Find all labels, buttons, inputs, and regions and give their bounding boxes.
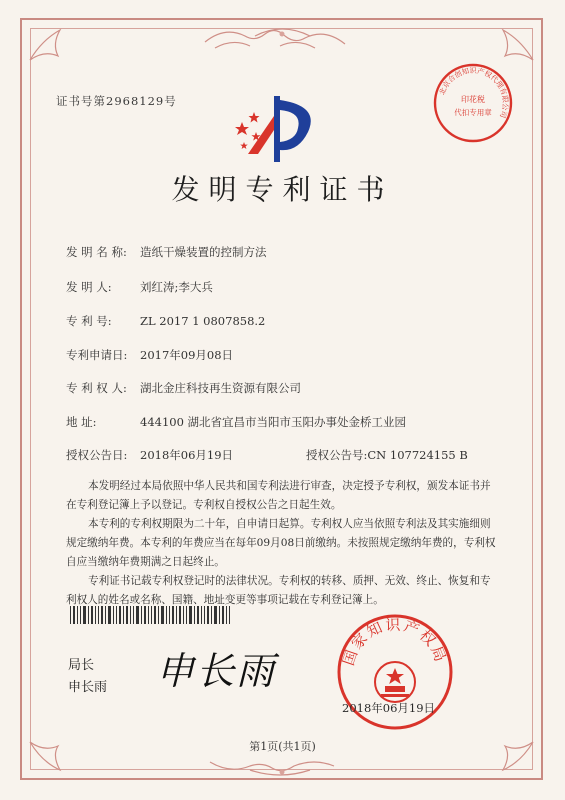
field-address xyxy=(66,414,406,430)
field-value: 2018年06月19日 xyxy=(140,448,234,462)
field-patent-number xyxy=(66,313,265,329)
field-invention-name xyxy=(66,244,267,260)
field-value: 湖北金庄科技再生资源有限公司 xyxy=(140,381,301,395)
seal-date: 2018年06月19日 xyxy=(342,701,436,715)
certificate-body xyxy=(66,477,498,610)
field-application-date xyxy=(66,347,233,363)
field-label: 授权公告号: xyxy=(306,448,368,462)
field-label: 专 利 号: xyxy=(66,314,112,328)
tax-seal-center-line-1: 印花税 xyxy=(461,95,485,104)
patent-office-logo-icon xyxy=(228,92,332,168)
field-inventor xyxy=(66,279,213,295)
certificate-number: 证书号第2968129号 xyxy=(56,94,177,108)
field-value: CN 107724155 B xyxy=(367,448,468,462)
tax-seal-stamp xyxy=(432,62,514,144)
field-label: 专 利 权 人: xyxy=(66,381,127,395)
field-label: 专利申请日: xyxy=(66,348,128,362)
field-patentee xyxy=(66,380,301,396)
certificate-title: 发明专利证书 xyxy=(171,173,394,206)
svg-text:申长雨: 申长雨 xyxy=(156,649,277,693)
field-value: 2017年09月08日 xyxy=(140,348,234,362)
big-seal-ring-text: 国家知识产权局 xyxy=(339,615,451,668)
field-label: 发 明 人: xyxy=(66,280,112,294)
barcode-icon xyxy=(70,606,230,624)
field-label: 授权公告日: xyxy=(66,448,128,462)
field-value: 刘红涛;李大兵 xyxy=(140,280,213,294)
page-number: 第1页(共1页) xyxy=(249,740,316,753)
field-label: 发 明 名 称: xyxy=(66,245,127,259)
director-name: 申长雨 xyxy=(68,680,108,695)
field-value: ZL 2017 1 0807858.2 xyxy=(140,314,266,328)
signature-block xyxy=(68,655,107,699)
tax-seal-ring-text: 北京合创知识产权代理有限公司 xyxy=(437,65,511,120)
director-title: 局长 xyxy=(68,658,95,673)
field-value: 造纸干燥装置的控制方法 xyxy=(140,245,267,259)
field-value: 444100 湖北省宜昌市当阳市玉阳办事处金桥工业园 xyxy=(140,415,407,429)
body-paragraph-1: 本发明经过本局依照中华人民共和国专利法进行审查，决定授予专利权，颁发本证书并在专利登记簿上予以登记。专利权自授权公告之日起生效。 xyxy=(66,480,491,511)
body-paragraph-3: 专利证书记载专利权登记时的法律状况。专利权的转移、质押、无效、终止、恢复和专利权人的姓名或名称、国籍、地址变更等事项记载在专利登记簿上。 xyxy=(66,575,491,606)
field-grant-publication xyxy=(306,447,468,463)
handwritten-signature xyxy=(150,640,290,700)
field-grant-date xyxy=(66,447,233,463)
body-paragraph-2: 本专利的专利权期限为二十年，自申请日起算。专利权人应当依照专利法及其实施细则规定缴纳年费。本专利的年费应当在每年09月08日前缴纳。未按照规定缴纳年费的，专利权自应当缴纳年费期满之日起终止。 xyxy=(66,518,496,568)
field-label: 地 址: xyxy=(66,415,97,429)
tax-seal-center-line-2: 代扣专用章 xyxy=(454,108,492,117)
